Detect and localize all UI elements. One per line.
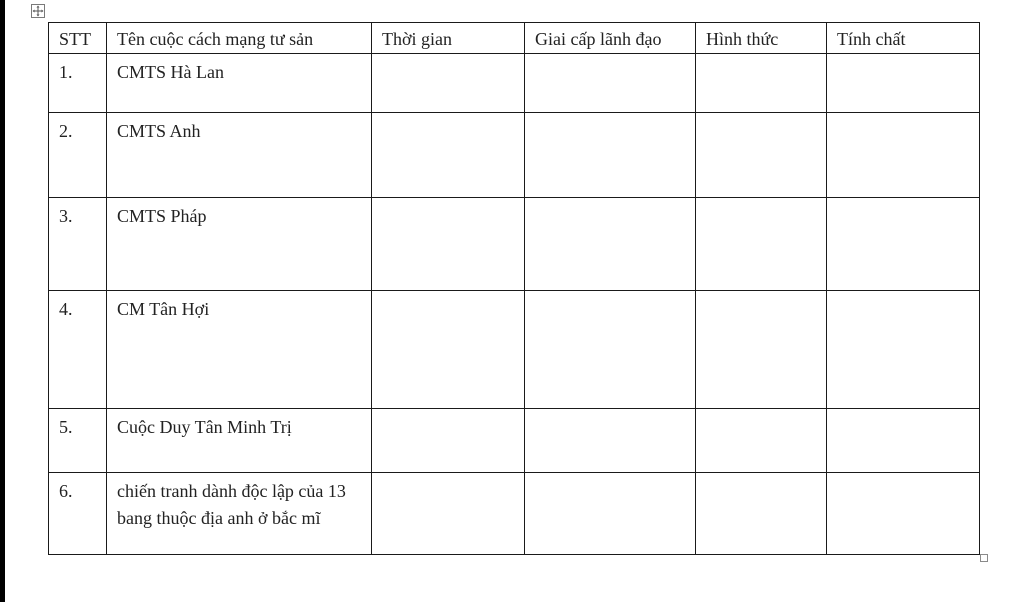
cell-form[interactable] (696, 473, 827, 555)
window-left-edge (0, 0, 5, 602)
cell-nature[interactable] (827, 473, 980, 555)
cell-leading-class[interactable] (525, 409, 696, 473)
revolution-comparison-table (48, 22, 980, 555)
cell-name[interactable]: CMTS Hà Lan (107, 54, 372, 113)
table-row (49, 198, 980, 291)
cell-nature[interactable] (827, 291, 980, 409)
cell-leading-class[interactable] (525, 198, 696, 291)
table-move-handle-icon[interactable] (31, 4, 45, 18)
table-row (49, 409, 980, 473)
header-stt[interactable]: STT (49, 23, 107, 54)
cell-name[interactable]: CMTS Pháp (107, 198, 372, 291)
cell-time[interactable] (372, 54, 525, 113)
cell-nature[interactable] (827, 113, 980, 198)
table-row (49, 113, 980, 198)
cell-nature[interactable] (827, 409, 980, 473)
header-form[interactable]: Hình thức (696, 23, 827, 54)
table-row (49, 54, 980, 113)
table-header-row (49, 23, 980, 54)
cell-time[interactable] (372, 198, 525, 291)
cell-name[interactable]: CM Tân Hợi (107, 291, 372, 409)
cell-time[interactable] (372, 473, 525, 555)
cell-time[interactable] (372, 113, 525, 198)
cell-leading-class[interactable] (525, 113, 696, 198)
cell-stt[interactable]: 1. (49, 54, 107, 113)
header-time[interactable]: Thời gian (372, 23, 525, 54)
cell-form[interactable] (696, 198, 827, 291)
cell-name[interactable]: Cuộc Duy Tân Minh Trị (107, 409, 372, 473)
cell-form[interactable] (696, 409, 827, 473)
cell-form[interactable] (696, 113, 827, 198)
header-nature[interactable]: Tính chất (827, 23, 980, 54)
table-resize-handle[interactable] (980, 554, 988, 562)
cell-leading-class[interactable] (525, 54, 696, 113)
header-leading-class[interactable]: Giai cấp lãnh đạo (525, 23, 696, 54)
cell-nature[interactable] (827, 198, 980, 291)
header-name[interactable]: Tên cuộc cách mạng tư sản (107, 23, 372, 54)
cell-form[interactable] (696, 54, 827, 113)
table-row (49, 473, 980, 555)
cell-name[interactable]: CMTS Anh (107, 113, 372, 198)
table-row (49, 291, 980, 409)
cell-stt[interactable]: 3. (49, 198, 107, 291)
cell-leading-class[interactable] (525, 291, 696, 409)
cell-form[interactable] (696, 291, 827, 409)
cell-stt[interactable]: 4. (49, 291, 107, 409)
cell-time[interactable] (372, 291, 525, 409)
cell-stt[interactable]: 2. (49, 113, 107, 198)
cell-name[interactable]: chiến tranh dành độc lập của 13 bang thuộc địa anh ở bắc mĩ (107, 473, 372, 555)
cell-nature[interactable] (827, 54, 980, 113)
cell-stt[interactable]: 6. (49, 473, 107, 555)
cell-time[interactable] (372, 409, 525, 473)
cell-leading-class[interactable] (525, 473, 696, 555)
cell-stt[interactable]: 5. (49, 409, 107, 473)
